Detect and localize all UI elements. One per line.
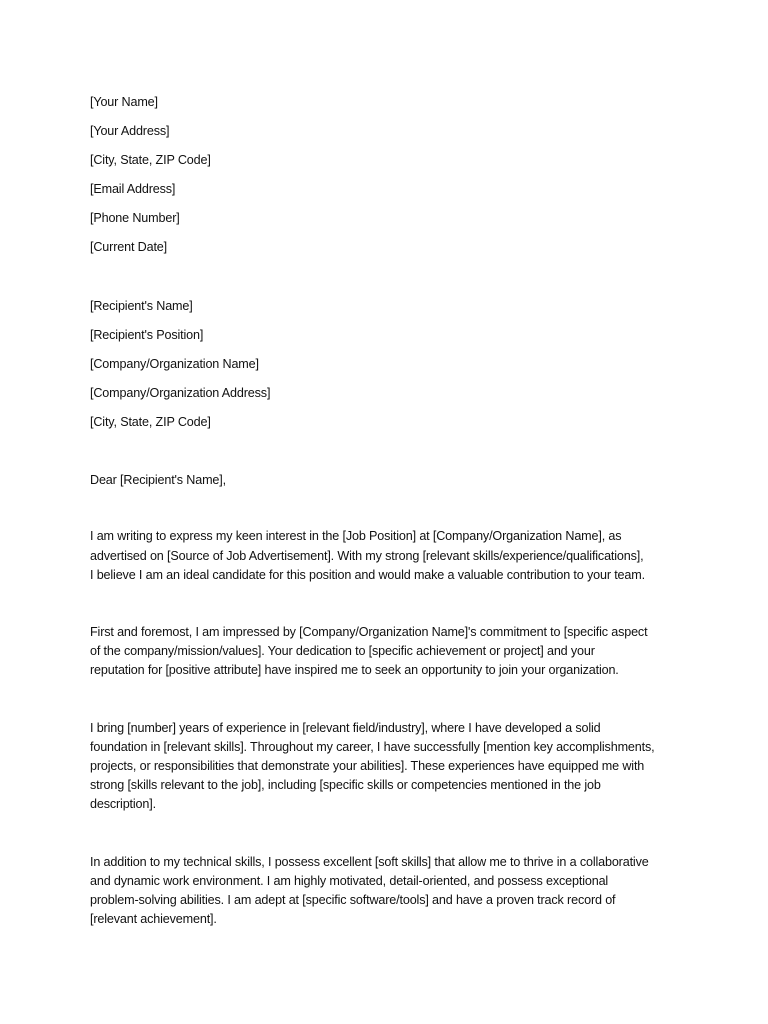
paragraph-soft-skills: In addition to my technical skills, I possess excellent [soft skills] that allow me to thrive in a collaborative and dynamic work environment. I am highly motivated, detail-oriented, and possess exceptional problem-solving abilities. I am adept at [specific software/tools] and have a proven track record of [relevant achievement].	[90, 854, 649, 927]
spacer	[90, 815, 690, 853]
spacer	[90, 681, 690, 719]
sender-email: [Email Address]	[90, 182, 176, 197]
recipient-company-address: [Company/Organization Address]	[90, 386, 271, 401]
sender-address: [Your Address]	[90, 124, 170, 139]
spacer	[90, 268, 690, 297]
recipient-city-state-zip: [City, State, ZIP Code]	[90, 415, 211, 430]
spacer	[90, 442, 690, 471]
recipient-company: [Company/Organization Name]	[90, 356, 259, 371]
current-date: [Current Date]	[90, 240, 167, 255]
paragraph-intro: I am writing to express my keen interest in the [Job Position] at [Company/Organization Name], as advertised on [Source of Job Advertisement]. With my strong [relevant skills/experience/qualifications], I believe I am an ideal candidate for this position and would make a valuable contribution to your team.	[90, 529, 645, 582]
letter-body	[90, 93, 690, 929]
sender-block	[90, 93, 690, 268]
spacer	[90, 489, 690, 527]
recipient-position: [Recipient's Position]	[90, 327, 204, 342]
recipient-name: [Recipient's Name]	[90, 298, 193, 313]
sender-city-state-zip: [City, State, ZIP Code]	[90, 153, 211, 168]
sender-phone: [Phone Number]	[90, 211, 180, 226]
paragraph-experience: I bring [number] years of experience in [relevant field/industry], where I have developed a solid foundation in [relevant skills]. Throughout my career, I have successfully [mention key accomplishments, projects, or responsibilities that demonstrate your abilities]. These experiences have equipped me with strong [skills relevant to the job], including [specific skills or competencies mentioned in the job description].	[90, 720, 655, 812]
salutation: Dear [Recipient's Name],	[90, 473, 226, 488]
recipient-block	[90, 297, 690, 442]
paragraph-company-interest: First and foremost, I am impressed by [Company/Organization Name]'s commitment to [specific aspect of the company/mission/values]. Your dedication to [specific achievement or project] and your reputation for [positive attribute] have inspired me to seek an opportunity to join your organization.	[90, 625, 648, 678]
sender-name: [Your Name]	[90, 95, 158, 109]
spacer	[90, 585, 690, 623]
